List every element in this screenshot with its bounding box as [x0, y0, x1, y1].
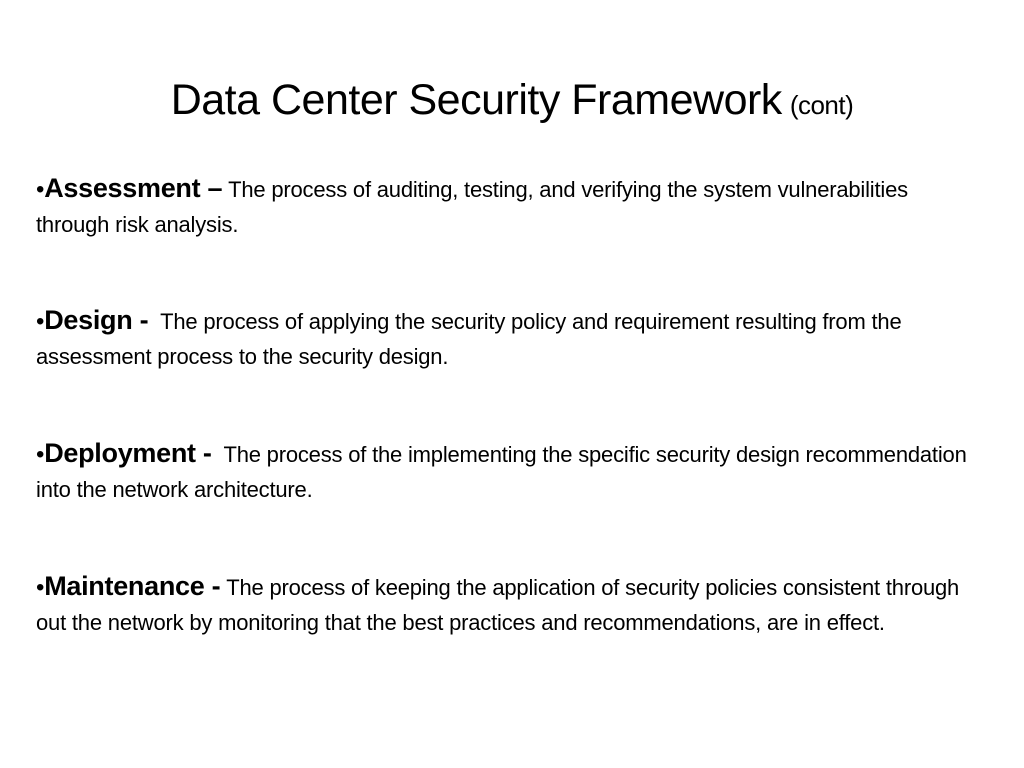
bullet-marker: • [36, 574, 45, 601]
bullet-item-design [36, 303, 986, 374]
slide-title-suffix: (cont) [789, 90, 854, 120]
bullet-description: The process of keeping the application of security policies consistent through out the network by monitoring that the best practices and recommendations, are in effect. [36, 575, 960, 635]
bullet-description: The process of applying the security policy and requirement resulting from the assessment process to the security design. [36, 309, 902, 369]
bullet-term: Design - [44, 305, 149, 335]
bullet-item-maintenance [36, 569, 986, 640]
bullet-item-deployment [36, 436, 986, 507]
bullet-item-assessment [36, 171, 986, 242]
slide-title-text: Data Center Security Framework [170, 76, 782, 124]
bullet-term: Deployment - [44, 438, 212, 468]
bullet-marker: • [36, 441, 45, 468]
bullet-term: Maintenance - [44, 571, 221, 601]
bullet-marker: • [36, 308, 45, 335]
bullet-description: The process of the implementing the specific security design recommendation into the network architecture. [36, 442, 967, 502]
bullet-term: Assessment – [44, 173, 223, 203]
bullet-description: The process of auditing, testing, and verifying the system vulnerabilities through risk analysis. [36, 177, 908, 237]
bullet-marker: • [36, 176, 45, 203]
slide-title [0, 74, 1024, 131]
